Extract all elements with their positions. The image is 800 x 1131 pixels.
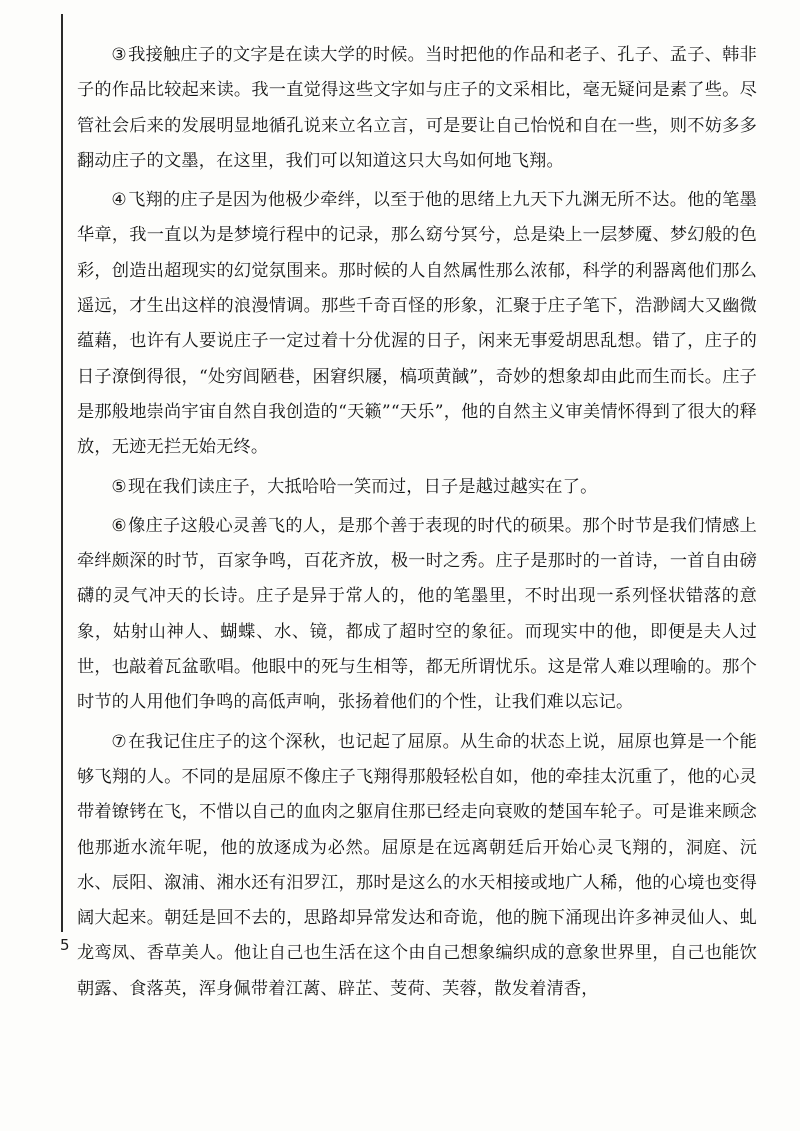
paragraph-7-number: ⑦ xyxy=(111,731,128,752)
paragraph-6-number: ⑥ xyxy=(111,515,128,536)
paragraph-5-text: 现在我们读庄子，大抵哈哈一笑而过，日子是越过越实在了。 xyxy=(128,476,598,497)
binding-margin-line xyxy=(61,14,63,932)
paragraph-6-text: 像庄子这般心灵善飞的人，是那个善于表现的时代的硕果。那个时节是我们情感上牵绊颇深的时节，百家争鸣，百花齐放，极一时之秀。庄子是那时的一首诗，一首自由磅礴的灵气冲天的长诗。庄子是异于常人的，他的笔墨里，不时出现一系列怪状错落的意象，姑射山神人、蝴蝶、水、镜，都成了超时空的象征。而现实中的他，即便是夫人过世，也敲着瓦盆歌唱。他眼中的死与生相等，都无所谓忧乐。这是常人难以理喻的。那个时节的人用他们争鸣的高低声响，张扬着他们的个性，让我们难以忘记。 xyxy=(77,515,757,713)
paragraph-5 xyxy=(77,470,757,505)
paragraph-3 xyxy=(77,38,757,179)
paragraph-7 xyxy=(77,725,757,1007)
paragraph-5-number: ⑤ xyxy=(111,476,127,497)
paragraph-6 xyxy=(77,509,757,721)
paragraph-3-number: ③ xyxy=(111,45,128,65)
page-number: 5 xyxy=(60,936,70,954)
paragraph-4-text: 飞翔的庄子是因为他极少牵绊，以至于他的思绪上九天下九渊无所不达。他的笔墨华章，我一直以为是梦境行程中的记录，那么窈兮冥兮，总是染上一层梦魇、梦幻般的色彩，创造出超现实的幻觉氛围来。那时候的人自然属性那么浓郁，科学的利器离他们那么遥远，才生出这样的浪漫情调。那些千奇百怪的形象，汇聚于庄子笔下，浩渺阔大又幽微蕴藉，也许有人要说庄子一定过着十分优渥的日子，闲来无事爱胡思乱想。错了，庄子的日子潦倒得很，“处穷闾陋巷，困窘织屦，槁项黄馘”，奇妙的想象却由此而生而长。庄子是那般地崇尚宇宙自然自我创造的“天籁”“天乐”，他的自然主义审美情怀得到了很大的释放，无迹无拦无始无终。 xyxy=(77,190,757,458)
article-body xyxy=(77,38,757,1011)
paragraph-3-text: 我接触庄子的文字是在读大学的时候。当时把他的作品和老子、孔子、孟子、韩非子的作品比较起来读。我一直觉得这些文字如与庄子的文采相比，毫无疑问是素了些。尽管社会后来的发展明显地循孔说来立名立言，可是要让自己怡悦和自在一些，则不妨多多翻动庄子的文墨，在这里，我们可以知道这只大鸟如何地飞翔。 xyxy=(77,45,757,171)
paragraph-4-number: ④ xyxy=(111,190,128,211)
paragraph-4 xyxy=(77,183,757,465)
paragraph-7-text: 在我记住庄子的这个深秋，也记起了屈原。从生命的状态上说，屈原也算是一个能够飞翔的人。不同的是屈原不像庄子飞翔得那般轻松自如，他的牵挂太沉重了，他的心灵带着镣铐在飞，不惜以自己的血肉之躯肩住那已经走向衰败的楚国车轮子。可是谁来顾念他那逝水流年呢，他的放逐成为必然。屈原是在远离朝廷后开始心灵飞翔的，洞庭、沅水、辰阳、溆浦、湘水还有汨罗江，那时是这么的水天相接或地广人稀，他的心境也变得阔大起来。朝廷是回不去的，思路却异常发达和奇诡，他的腕下涌现出许多神灵仙人、虬龙鸾凤、香草美人。他让自己也生活在这个由自己想象编织成的意象世界里，自己也能饮朝露、食落英，浑身佩带着江蓠、辟芷、芰荷、芙蓉，散发着清香， xyxy=(77,731,757,999)
